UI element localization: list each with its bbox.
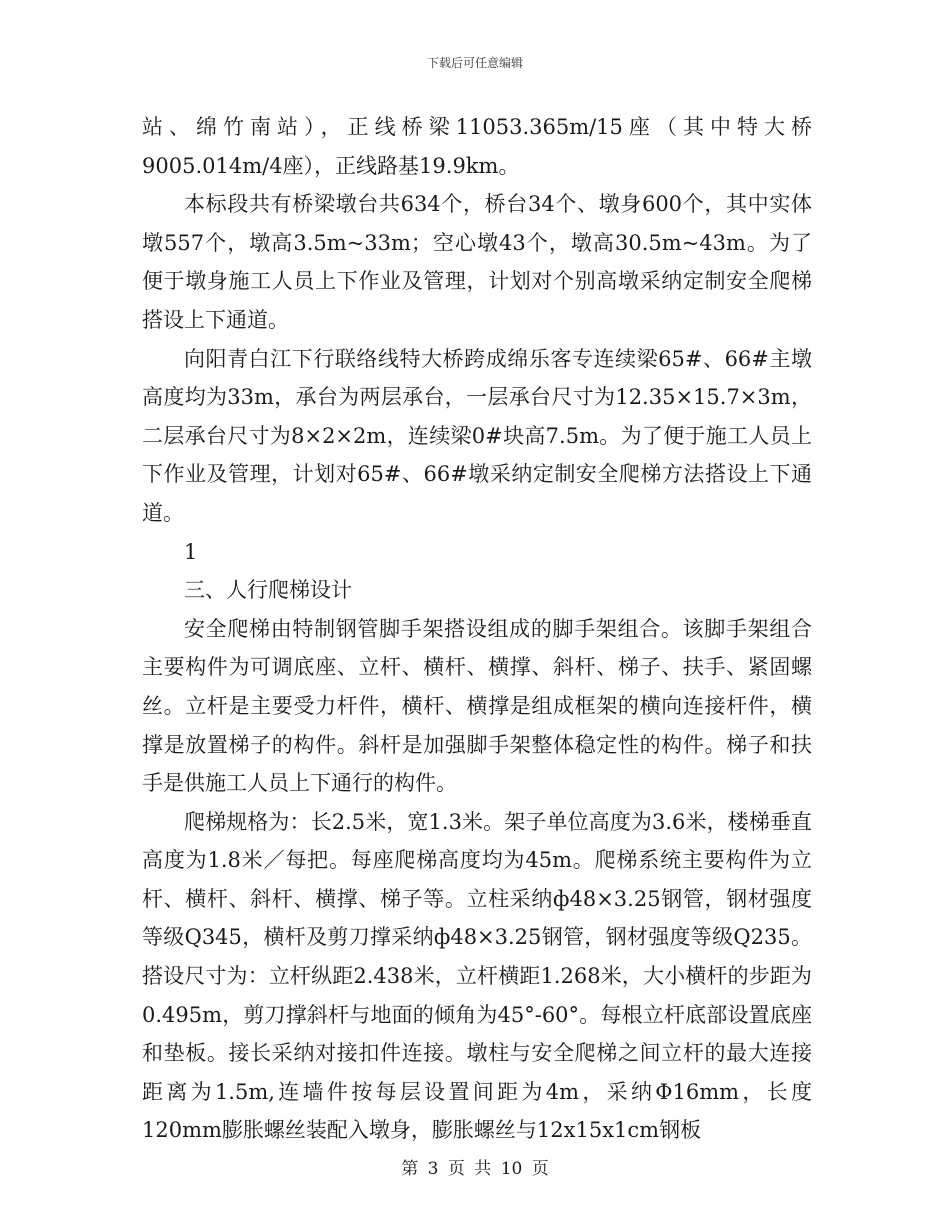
document-body — [142, 108, 812, 1150]
section-heading-ladder-design: 三、人行爬梯设计 — [184, 578, 352, 603]
paragraph-continuation: 站、绵竹南站），正线桥梁11053.365m/15座（其中特大桥9005.014m/4座），正线路基19.9km。 — [142, 115, 812, 178]
paragraph-ladder-components: 安全爬梯由特制钢管脚手架搭设组成的脚手架组合。该脚手架组合主要构件为可调底座、立杆、横杆、横撑、斜杆、梯子、扶手、紧固螺丝。立杆是主要受力杆件，横杆、横撑是组成框架的横向连接杆件，横撑是放置梯子的构件。斜杆是加强脚手架整体稳定性的构件。梯子和扶手是供施工人员上下通行的构件。 — [142, 616, 812, 796]
paragraph-bridge-65-66: 向阳青白江下行联络线特大桥跨成绵乐客专连续梁65#、66#主墩高度均为33m，承台为两层承台，一层承台尺寸为12.35×15.7×3m，二层承台尺寸为8×2×2m，连续梁0#块高7.5m。为了便于施工人员上下作业及管理，计划对65#、66#墩采纳定制安全爬梯方法搭设上下通道。 — [142, 346, 812, 525]
page-header-note: 下载后可任意编辑 — [426, 56, 523, 70]
page-footer-number: 第 3 页 共 10 页 — [401, 1159, 549, 1179]
paragraph-ladder-specs: 爬梯规格为：长2.5米，宽1.3米。架子单位高度为3.6米，楼梯垂直高度为1.8米／每把。每座爬梯高度均为45m。爬梯系统主要构件为立杆、横杆、斜杆、横撑、梯子等。立柱采纳ф48×3.25钢管，钢材强度等级Q345，横杆及剪刀撑采纳ф48×3.25钢管，钢材强度等级Q235。搭设尺寸为：立杆纵距2.438米，立杆横距1.268米，大小横杆的步距为0.495m，剪刀撑斜杆与地面的倾角为45°-60°。每根立杆底部设置底座和垫板。接长采纳对接扣件连接。墩柱与安全爬梯之间立杆的最大连接距离为1.5m,连墙件按每层设置间距为4m，采纳Φ16mm，长度120mm膨胀螺丝装配入墩身，膨胀螺丝与12x15x1cm钢板 — [142, 809, 812, 1143]
stray-page-number: 1 — [184, 539, 198, 564]
paragraph-pier-count: 本标段共有桥梁墩台共634个，桥台34个、墩身600个，其中实体墩557个，墩高3.5m~33m；空心墩43个，墩高30.5m~43m。为了便于墩身施工人员上下作业及管理，计划对个别高墩采纳定制安全爬梯搭设上下通道。 — [142, 192, 812, 332]
